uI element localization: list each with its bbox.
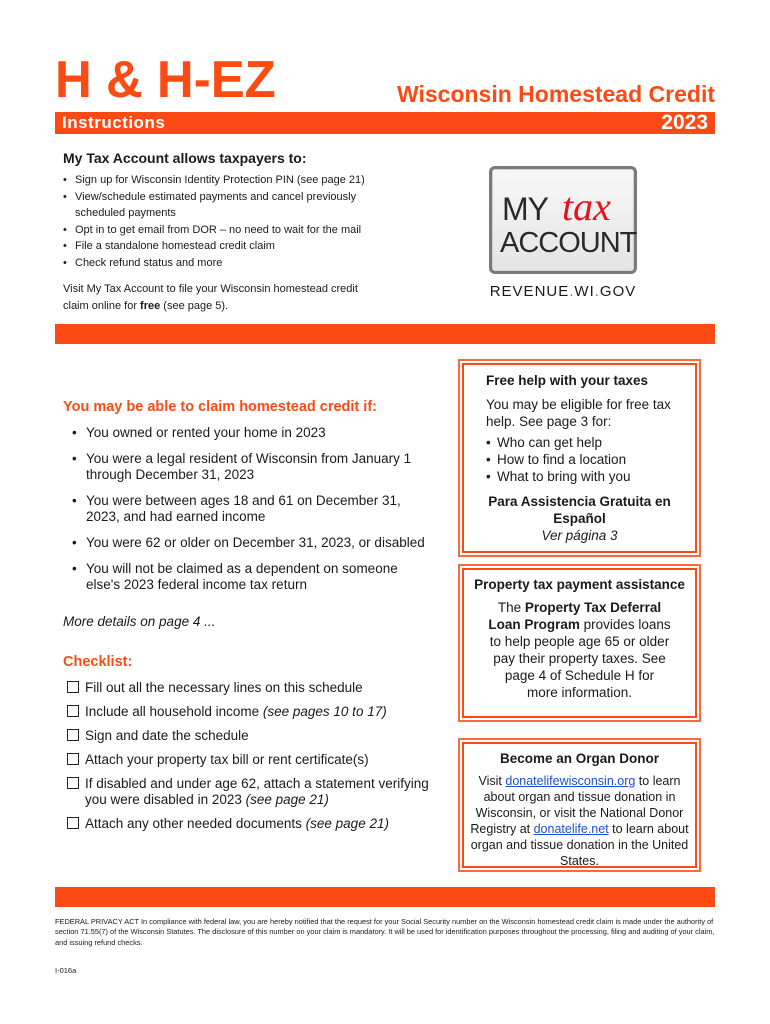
my-tax-account-logo[interactable] xyxy=(489,166,637,274)
url-dot: . xyxy=(594,283,600,300)
checklist xyxy=(67,680,432,840)
checklist-note: (see pages 10 to 17) xyxy=(262,704,387,719)
checkbox[interactable] xyxy=(67,681,79,693)
url-part: WI xyxy=(574,283,595,300)
property-tax-heading: Property tax payment assistance xyxy=(474,577,685,592)
checklist-heading: Checklist: xyxy=(63,654,133,670)
body-text: Visit xyxy=(478,774,506,788)
body-text: provides loans to help people age 65 or older pay their property taxes. See page 4 of Schedule H for more information. xyxy=(489,617,671,700)
list-item: • You owned or rented your home in 2023 xyxy=(72,425,427,441)
free-help-heading: Free help with your taxes xyxy=(486,373,649,388)
url-dot: . xyxy=(569,283,575,300)
free-emphasis: free xyxy=(140,299,161,312)
my-tax-account-list xyxy=(63,172,393,271)
list-item: • You were between ages 18 and 61 on December 31, 2023, and had earned income xyxy=(72,493,427,525)
section-divider-band xyxy=(55,324,715,344)
checkbox[interactable] xyxy=(67,729,79,741)
body-text: to learn about organ and tissue donation in the United States. xyxy=(470,822,689,868)
checkbox[interactable] xyxy=(67,817,79,829)
organ-donor-body xyxy=(470,773,689,869)
checklist-text: Attach your property tax bill or rent certificate(s) xyxy=(85,752,369,767)
free-help-intro: You may be eligible for free tax help. See page 3 for: xyxy=(486,397,671,429)
more-details-note: More details on page 4 ... xyxy=(63,614,216,629)
list-item: • Opt in to get email from DOR – no need to wait for the mail xyxy=(63,222,393,239)
list-item: • View/schedule estimated payments and cancel previously scheduled payments xyxy=(63,189,393,222)
visit-text: Visit My Tax Account to file your Wisconsin homestead credit claim online for xyxy=(63,283,358,312)
list-item: • What to bring with you xyxy=(486,468,689,485)
form-title: H & H-EZ xyxy=(55,51,276,109)
logo-my-text: MY xyxy=(502,191,548,227)
checklist-text: Attach any other needed documents xyxy=(85,816,306,831)
list-item: • File a standalone homestead credit claim xyxy=(63,238,393,255)
body-text: to learn about organ and tissue donation in Wisconsin, or visit the National Donor Registry at xyxy=(470,774,684,836)
privacy-act-notice: FEDERAL PRIVACY ACT In compliance with federal law, you are hereby notified that the request for your Social Security number on the Wisconsin homestead credit claim is made under the authority of section 71.55(7) of the Wisconsin Statutes. The disclosure of this number on your claim is mandatory. It will be used for identification purposes throughout the processing, filing and auditing of your claim, and issuing refund checks. xyxy=(55,917,715,947)
spanish-page-ref: Ver página 3 xyxy=(541,528,618,543)
checkbox[interactable] xyxy=(67,777,79,789)
checklist-note: (see page 21) xyxy=(245,792,329,807)
url-part: GOV xyxy=(599,283,637,300)
program-name: Property Tax Deferral Loan Program xyxy=(488,600,662,632)
checklist-text: Sign and date the schedule xyxy=(85,728,249,743)
form-id: I-016a xyxy=(55,966,77,975)
header-band xyxy=(55,112,715,134)
eligibility-list xyxy=(72,425,427,603)
checkbox[interactable] xyxy=(67,753,79,765)
organ-donor-box xyxy=(458,738,701,872)
checklist-item xyxy=(67,816,432,832)
checklist-item xyxy=(67,752,432,768)
donatelife-net-link[interactable]: donatelife.net xyxy=(533,822,609,836)
footer-band xyxy=(55,887,715,907)
checklist-item xyxy=(67,728,432,744)
checklist-text: Fill out all the necessary lines on this schedule xyxy=(85,680,363,695)
my-tax-account-heading: My Tax Account allows taxpayers to: xyxy=(63,150,307,166)
my-tax-account-visit-text xyxy=(63,281,373,314)
instructions-label: Instructions xyxy=(62,113,166,132)
checklist-item xyxy=(67,776,432,808)
tax-year: 2023 xyxy=(661,111,708,134)
checkbox[interactable] xyxy=(67,705,79,717)
visit-page-ref: (see page 5). xyxy=(160,299,229,312)
free-help-list xyxy=(486,434,689,485)
spanish-assistance-heading: Para Assistencia Gratuita en Español xyxy=(488,494,671,526)
list-item: • Sign up for Wisconsin Identity Protection PIN (see page 21) xyxy=(63,172,393,189)
list-item: • How to find a location xyxy=(486,451,689,468)
list-item: • Who can get help xyxy=(486,434,689,451)
donatelife-wisconsin-link[interactable]: donatelifewisconsin.org xyxy=(505,774,636,788)
url-part: REVENUE xyxy=(489,283,570,300)
free-help-box xyxy=(458,359,701,557)
organ-donor-heading: Become an Organ Donor xyxy=(499,751,660,766)
logo-account-text: ACCOUNT xyxy=(500,227,637,259)
document-subtitle: Wisconsin Homestead Credit xyxy=(396,81,715,107)
checklist-text: Include all household income xyxy=(85,704,263,719)
revenue-url[interactable] xyxy=(489,283,637,300)
checklist-item xyxy=(67,680,432,696)
checklist-item xyxy=(67,704,432,720)
list-item: • Check refund status and more xyxy=(63,255,393,272)
property-tax-box xyxy=(458,564,701,722)
checklist-note: (see page 21) xyxy=(305,816,389,831)
checklist-text: If disabled and under age 62, attach a statement verifying you were disabled in 2023 xyxy=(85,776,429,807)
property-tax-body xyxy=(470,599,689,701)
list-item: • You will not be claimed as a dependent on someone else's 2023 federal income tax return xyxy=(72,561,427,593)
list-item: • You were a legal resident of Wisconsin from January 1 through December 31, 2023 xyxy=(72,451,427,483)
body-text: The xyxy=(497,600,525,615)
list-item: • You were 62 or older on December 31, 2023, or disabled xyxy=(72,535,427,551)
eligibility-heading: You may be able to claim homestead credit if: xyxy=(63,399,377,415)
logo-tax-text: tax xyxy=(562,184,611,229)
